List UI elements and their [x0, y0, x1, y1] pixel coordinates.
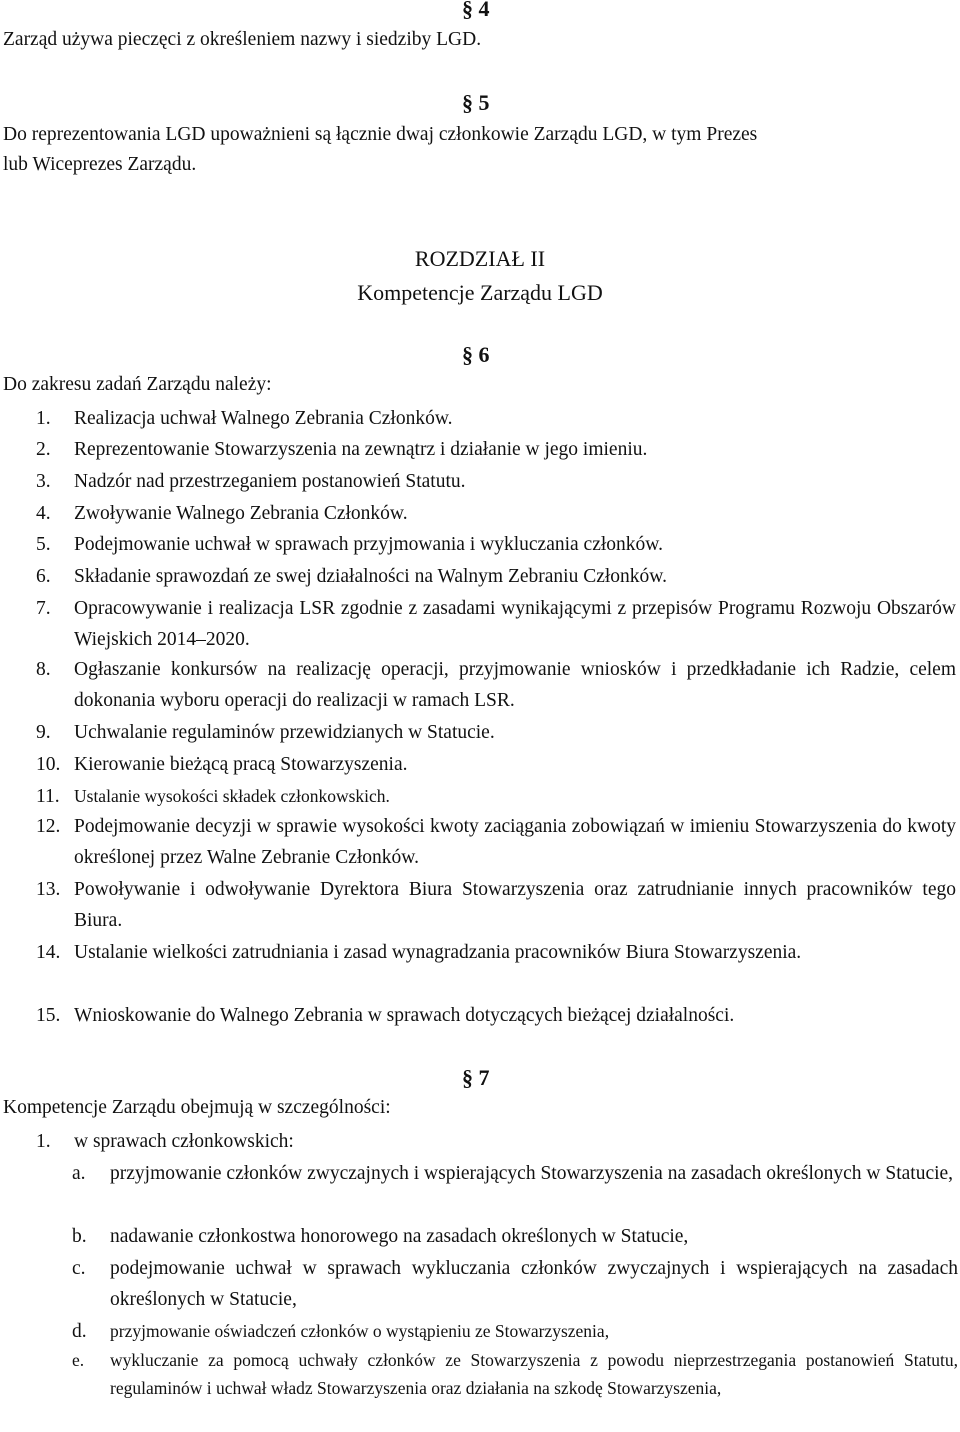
list-item-number: 15.: [36, 1005, 61, 1026]
list-item-number: 5.: [36, 534, 51, 555]
list-item-number: 9.: [36, 722, 51, 743]
list-item-text: Uchwalanie regulaminów przewidzianych w Statucie.: [74, 722, 495, 743]
sub-list-item: [72, 1158, 958, 1220]
list-item-text: Zwoływanie Walnego Zebrania Członków.: [74, 503, 408, 524]
list-item: [36, 593, 956, 655]
list-item-number: 14.: [36, 942, 61, 963]
list-item-number: 6.: [36, 566, 51, 587]
list-item-text: Wnioskowanie do Walnego Zebrania w sprawach dotyczących bieżącej działalności.: [74, 1005, 735, 1026]
list-item-number: 10.: [36, 754, 61, 775]
list-item-text: Powoływanie i odwoływanie Dyrektora Biura Stowarzyszenia oraz zatrudnianie innych pracowników tego Biura.: [74, 879, 956, 931]
list-item-number: 7.: [36, 598, 51, 619]
sub-list-item-letter: b.: [72, 1226, 87, 1247]
list-item: [36, 654, 956, 716]
section-7-intro: Kompetencje Zarządu obejmują w szczególności:: [3, 1097, 391, 1118]
sub-list-item-letter: d.: [72, 1321, 87, 1342]
list-item: [36, 811, 956, 873]
sub-list-item: [72, 1253, 958, 1315]
section-5-text-line1: Do reprezentowania LGD upoważnieni są łącznie dwaj członkowie Zarządu LGD, w tym Prezes: [3, 124, 758, 145]
sub-list-item-text: wykluczanie za pomocą uchwały członków ze Stowarzyszenia z powodu nieprzestrzegania postanowień Statutu, regulaminów i uchwał władz Stowarzyszenia oraz działania na szkodę Stowarzyszenia,: [110, 1350, 958, 1398]
section-5-heading: § 5: [462, 90, 490, 115]
list-item-text: Nadzór nad przestrzeganiem postanowień Statutu.: [74, 471, 466, 492]
list-item-text: Podejmowanie uchwał w sprawach przyjmowania i wykluczania członków.: [74, 534, 663, 555]
section-4-heading: § 4: [462, 0, 490, 21]
list-item-number: 13.: [36, 879, 61, 900]
sub-list-item: [72, 1346, 958, 1432]
list-item-text: Podejmowanie decyzji w sprawie wysokości kwoty zaciągania zobowiązań w imieniu Stowarzyszenia do kwoty określonej przez Walne Zebranie Członków.: [74, 816, 956, 868]
section-7-heading: § 7: [462, 1065, 490, 1090]
list-item-number: 1.: [36, 1131, 51, 1152]
sub-list-item-letter: a.: [72, 1163, 86, 1184]
sub-list-item-letter: c.: [72, 1258, 86, 1279]
list-item-text: Składanie sprawozdań ze swej działalności na Walnym Zebraniu Członków.: [74, 566, 667, 587]
list-item-text: Realizacja uchwał Walnego Zebrania Członków.: [74, 408, 453, 429]
sub-list-item-text: przyjmowanie oświadczeń członków o wystąpieniu ze Stowarzyszenia,: [110, 1321, 610, 1341]
list-item: [36, 874, 956, 936]
list-item-text: Ogłaszanie konkursów na realizację operacji, przyjmowanie wniosków i przedkładanie ich Radzie, celem dokonania wyboru operacji do realizacji w ramach LSR.: [74, 659, 956, 711]
list-item-number: 1.: [36, 408, 51, 429]
section-5-text-line2: lub Wiceprezes Zarządu.: [3, 154, 197, 175]
sub-list-item-text: przyjmowanie członków zwyczajnych i wspierających Stowarzyszenia na zasadach określonych w Statucie,: [110, 1163, 954, 1184]
section-4-text: Zarząd używa pieczęci z określeniem nazwy i siedziby LGD.: [3, 29, 482, 50]
list-item-number: 8.: [36, 659, 51, 680]
chapter-title: ROZDZIAŁ II: [414, 246, 546, 271]
sub-list-item-letter: e.: [72, 1350, 85, 1370]
list-item-number: 3.: [36, 471, 51, 492]
list-item-number: 4.: [36, 503, 51, 524]
list-item-text: w sprawach członkowskich:: [74, 1131, 294, 1152]
section-6-intro: Do zakresu zadań Zarządu należy:: [3, 374, 272, 395]
sub-list-item-text: nadawanie członkostwa honorowego na zasadach określonych w Statucie,: [110, 1226, 689, 1247]
list-item: [36, 937, 956, 999]
sub-list-item-text: podejmowanie uchwał w sprawach wykluczania członków zwyczajnych i wspierających na zasadach określonych w Statucie,: [110, 1258, 958, 1310]
list-item-text: Ustalanie wysokości składek członkowskich.: [74, 786, 390, 806]
list-item-number: 12.: [36, 816, 61, 837]
list-item-text: Opracowywanie i realizacja LSR zgodnie z zasadami wynikającymi z przepisów Programu Rozwoju Obszarów Wiejskich 2014–2020.: [74, 598, 956, 650]
chapter-subtitle: Kompetencje Zarządu LGD: [357, 280, 603, 305]
list-item-text: Ustalanie wielkości zatrudniania i zasad wynagradzania pracowników Biura Stowarzyszenia.: [74, 942, 802, 963]
list-item-number: 11.: [36, 786, 60, 807]
list-item-number: 2.: [36, 439, 51, 460]
list-item-text: Reprezentowanie Stowarzyszenia na zewnątrz i działanie w jego imieniu.: [74, 439, 648, 460]
list-item-text: Kierowanie bieżącą pracą Stowarzyszenia.: [74, 754, 408, 775]
section-6-heading: § 6: [462, 342, 490, 367]
